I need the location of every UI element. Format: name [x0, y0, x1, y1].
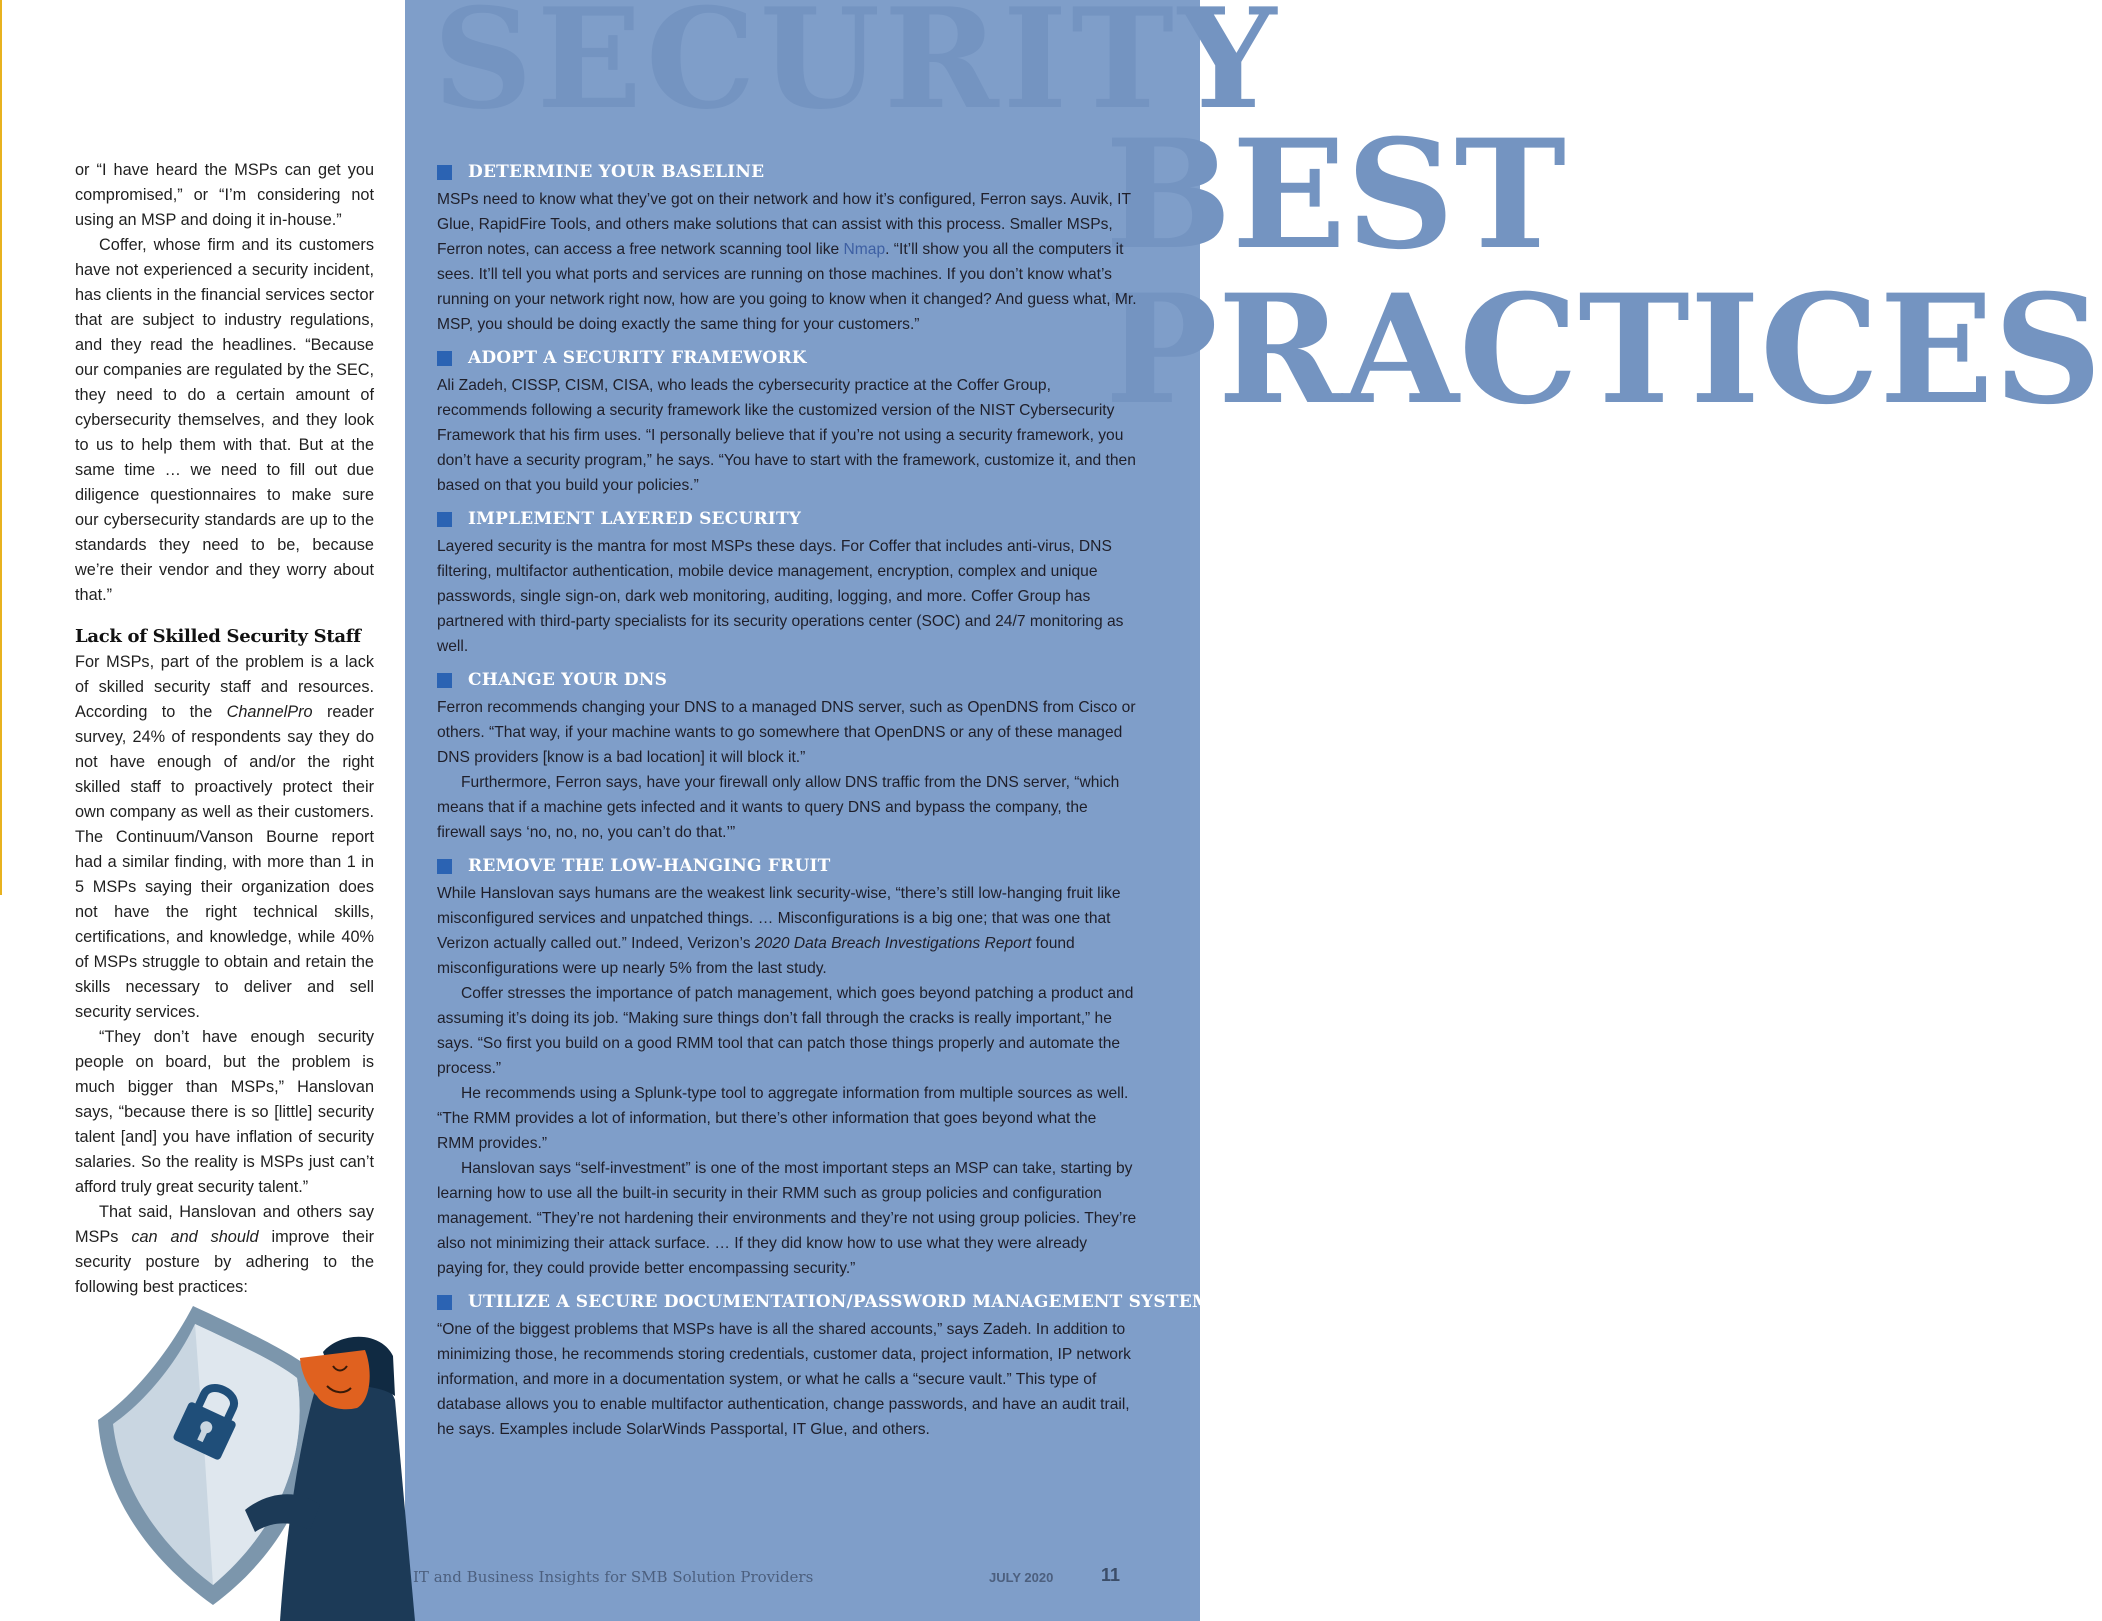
practice-text: “One of the biggest problems that MSPs have is all the shared accounts,” says Zadeh. In addition to minimizing those, he recommends storing credentials, customer data, project information, IP network information, and more in a documentation system, or what he calls a “secure vault.” This type of database allows you to enable multifactor authentication, change passwords, and have an audit trail, he says. Examples include SolarWinds Passportal, IT Glue, and others. [437, 1321, 1131, 1438]
article-left-column [75, 158, 374, 1300]
body-paragraph: “They don’t have enough security people on board, but the problem is much bigger than MSPs,” Hanslovan says, “because there is so [little] security talent [and] you have inflation of security salaries. So the reality is MSPs just can’t afford truly great security talent.” [75, 1028, 374, 1196]
background-title: SECURITY [433, 0, 1281, 140]
practice-text: Furthermore, Ferron says, have your firewall only allow DNS traffic from the DNS server, “which means that if a machine gets infected and it wants to query DNS and bypass the company, the firewall says ‘no, no, no, you can’t do that.’” [437, 774, 1120, 841]
emphasis-text: can and should [131, 1228, 259, 1246]
square-bullet-icon [437, 859, 452, 874]
square-bullet-icon [437, 165, 452, 180]
page-edge-accent [0, 0, 2, 895]
practice-heading: CHANGE YOUR DNS [437, 666, 1137, 695]
practice-heading: DETERMINE YOUR BASELINE [437, 158, 1137, 187]
page-number: 11 [1101, 1565, 1121, 1585]
practice-text: He recommends using a Splunk-type tool to aggregate information from multiple sources as well. “The RMM provides a lot of information, but there’s other information that goes beyond what the RMM provides.” [437, 1085, 1129, 1152]
practice-determine-baseline [437, 158, 1137, 337]
best-practices-list [437, 158, 1211, 1449]
report-title: 2020 Data Breach Investigations Report [754, 935, 1032, 952]
body-paragraph: That said, Hanslovan and others say MSPs can and should improve their security posture by adhering to the following best practices: [75, 1203, 374, 1296]
publication-name: ChannelPro [226, 703, 313, 721]
body-paragraph: or “I have heard the MSPs can get you compromised,” or “I’m considering not using an MSP and doing it in-house.” [75, 161, 374, 229]
practice-text: MSPs need to know what they’ve got on their network and how it’s configured, Ferron says. Auvik, IT Glue, RapidFire Tools, and others make solutions that can assist with this process. Smaller MSPs, Ferron notes, can access a free network scanning tool like Nmap. “It’ll show you all the computers it sees. It’ll tell you what ports and services are running on those machines. If you don’t know what’s running on your network right now, how are you going to know when it changed? And guess what, Mr. MSP, you should be doing exactly the same thing for your customers.” [437, 191, 1137, 333]
background-side-title: BEST PRACTICES [1105, 107, 2102, 438]
practice-text: Hanslovan says “self-investment” is one of the most important steps an MSP can take, starting by learning how to use all the built-in security in their RMM such as group policies and configuration management. “They’re not hardening their environments and they’re not using group policies. They’re also not minimizing their attack surface. … If they did know how to use what they were already paying for, they could provide better encompassing security.” [437, 1160, 1137, 1277]
practice-heading: REMOVE THE LOW-HANGING FRUIT [437, 852, 1137, 881]
practice-text: Ali Zadeh, CISSP, CISM, CISA, who leads the cybersecurity practice at the Coffer Group, recommends following a security framework like the customized version of the NIST Cybersecurity Framework that his firm uses. “I personally believe that if you’re not using a security framework, you don’t have a security program,” he says. “You have to start with the framework, customize it, and then based on that you build your policies.” [437, 377, 1136, 494]
body-paragraph: Coffer, whose firm and its customers have not experienced a security incident, has clients in the financial services sector that are subject to industry regulations, and they read the headlines. “Because our companies are regulated by the SEC, they need to do a certain amount of cybersecurity themselves, and they look to us to help them with that. But at the same time … we need to fill out due diligence questionnaires to make sure our cybersecurity standards are up to the standards they need to be, because we’re their vendor and they worry about that.” [75, 236, 374, 604]
square-bullet-icon [437, 351, 452, 366]
footer-tagline: IT and Business Insights for SMB Solution Providers [413, 1568, 814, 1586]
practice-heading: ADOPT A SECURITY FRAMEWORK [437, 344, 1137, 373]
practice-change-dns [437, 666, 1137, 845]
nmap-link[interactable]: Nmap [843, 241, 886, 258]
footer-date: JULY 2020 [989, 1570, 1054, 1585]
practice-heading: UTILIZE A SECURE DOCUMENTATION/PASSWORD MANAGEMENT SYSTEM [437, 1288, 1137, 1317]
shield-illustration [95, 1300, 435, 1621]
square-bullet-icon [437, 673, 452, 688]
square-bullet-icon [437, 512, 452, 527]
practice-security-framework [437, 344, 1137, 498]
practice-text: While Hanslovan says humans are the weakest link security-wise, “there’s still low-hanging fruit like misconfigured services and unpatched things. … Misconfigurations is a big one; that was one that Verizon actually called out.” Indeed, Verizon’s 2020 Data Breach Investigations Report found misconfigurations were up nearly 5% from the last study. [437, 885, 1121, 977]
practice-documentation-system [437, 1288, 1211, 1442]
practice-heading: IMPLEMENT LAYERED SECURITY [437, 505, 1137, 534]
square-bullet-icon [437, 1295, 452, 1310]
practice-layered-security [437, 505, 1137, 659]
practice-text: Layered security is the mantra for most MSPs these days. For Coffer that includes anti-virus, DNS filtering, multifactor authentication, mobile device management, encryption, complex and unique passwords, single sign-on, dark web monitoring, auditing, logging, and more. Coffer Group has partnered with third-party specialists for its security operations center (SOC) and 24/7 monitoring as well. [437, 538, 1124, 655]
practice-low-hanging-fruit [437, 852, 1137, 1281]
section-heading: Lack of Skilled Security Staff [75, 626, 361, 647]
practice-text: Ferron recommends changing your DNS to a managed DNS server, such as OpenDNS from Cisco or others. “That way, if your machine wants to go somewhere that OpenDNS or any of these managed DNS providers [know is a bad location] it will block it.” [437, 699, 1136, 766]
practice-text: Coffer stresses the importance of patch management, which goes beyond patching a product and assuming it’s doing its job. “Making sure things don’t fall through the cracks is really important,” he says. “So first you build on a good RMM tool that can patch those things properly and automate the process.” [437, 985, 1134, 1077]
body-paragraph: For MSPs, part of the problem is a lack of skilled security staff and resources. According to the ChannelPro reader survey, 24% of respondents say they do not have enough of and/or the right skilled staff to proactively protect their own company as well as their customers. The Continuum/Vanson Bourne report had a similar finding, with more than 1 in 5 MSPs saying their organization does not have the right technical skills, certifications, and knowledge, while 40% of MSPs struggle to obtain and retain the skills necessary to deliver and sell security services. [75, 653, 375, 1021]
